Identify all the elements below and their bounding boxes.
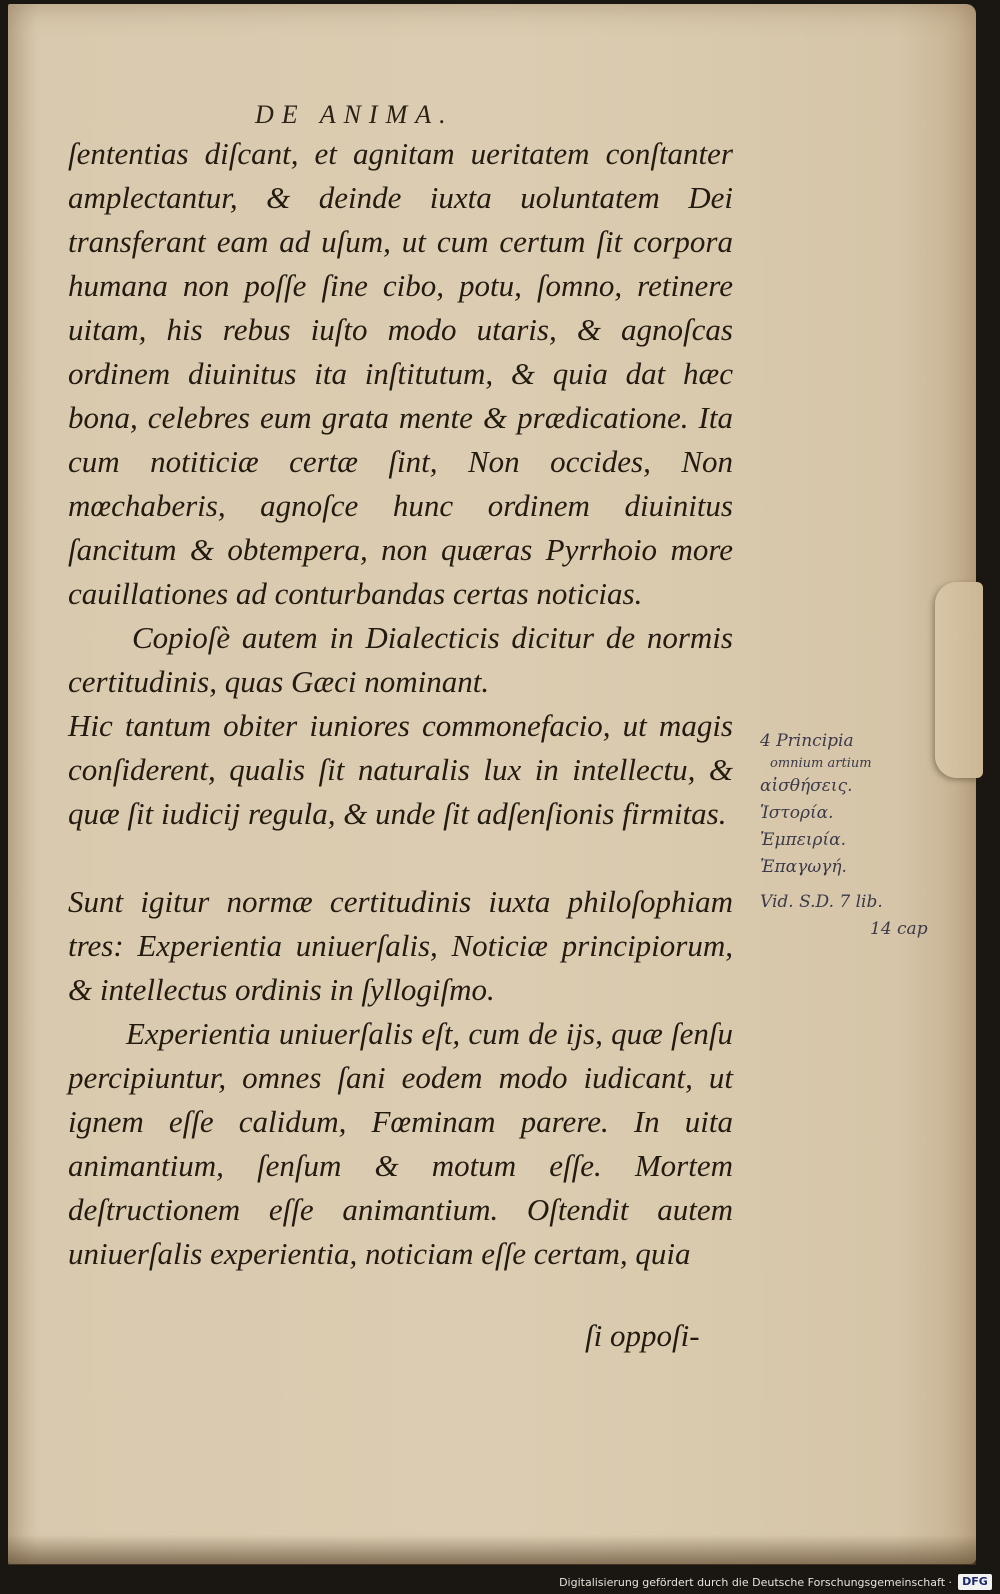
marginal-note-4: Ἱστορία. — [760, 803, 834, 823]
funding-credit: Digitalisierung gefördert durch die Deutsche Forschungsgemeinschaft · — [559, 1576, 952, 1589]
paragraph-3: Hic tantum obiter iuniores commonefacio, ut magis conſiderent, qualis ſit naturalis lux in intellectu, & quæ ſit iudicij regula, & unde ſit adſenſionis firmitas. — [68, 708, 733, 831]
marginal-note-1: 4 Principia — [760, 731, 854, 751]
marginal-note-2: omnium artium — [770, 756, 872, 771]
page-edge-shadow — [8, 1535, 976, 1565]
catchword: ſi oppoſi- — [585, 1318, 700, 1353]
main-text — [68, 132, 733, 1276]
paragraph-5: Experientia uniuerſalis eſt, cum de ijs, quæ ſenſu percipiuntur, omnes ſani eodem modo iudicant, ut ignem eſſe calidum, Fœminam parere. In uita animantium, ſenſum & motum eſſe. Mortem deſtructionem eſſe animantium. Oſtendit autem uniuerſalis experientia, noticiam eſſe certam, quia — [68, 1016, 733, 1271]
handwritten-marginalia — [760, 728, 960, 943]
marginal-note-8: 14 cap — [870, 919, 928, 939]
marginal-note-3: αἰσθήσεις. — [760, 776, 853, 796]
dfg-logo-icon: DFG — [958, 1574, 992, 1590]
paragraph-1: ſententias diſcant, et agnitam ueritatem conſtanter amplectantur, & deinde iuxta uoluntatem Dei transferant eam ad uſum, ut cum certum ſit corpora humana non poſſe ſine cibo, potu, ſomno, retinere uitam, his rebus iuſto modo utaris, & agnoſcas ordinem diuinitus ita inſtitutum, & quia dat hæc bona, celebres eum grata mente & prædicatione. Ita cum notiticiæ certæ ſint, Non occides, Non mœchaberis, agnoſce hunc ordinem diuinitus ſancitum & obtempera, non quæras Pyrrhoio more cauillationes ad conturbandas certas noticias. — [68, 136, 733, 611]
marginal-note-5: Ἐμπειρία. — [760, 830, 847, 850]
paragraph-4: Sunt igitur normæ certitudinis iuxta philoſophiam tres: Experientia uniuerſalis, Noticiæ principiorum, & intellectus ordinis in ſyllogiſmo. — [68, 884, 733, 1007]
marginal-note-7: Vid. S.D. 7 lib. — [760, 892, 883, 912]
running-head: DE ANIMA. — [255, 100, 454, 129]
marginal-note-6: Ἐπαγωγή. — [760, 857, 847, 877]
paragraph-2: Copioſè autem in Dialecticis dicitur de normis certitudinis, quas Gæci nominant. — [68, 620, 733, 699]
